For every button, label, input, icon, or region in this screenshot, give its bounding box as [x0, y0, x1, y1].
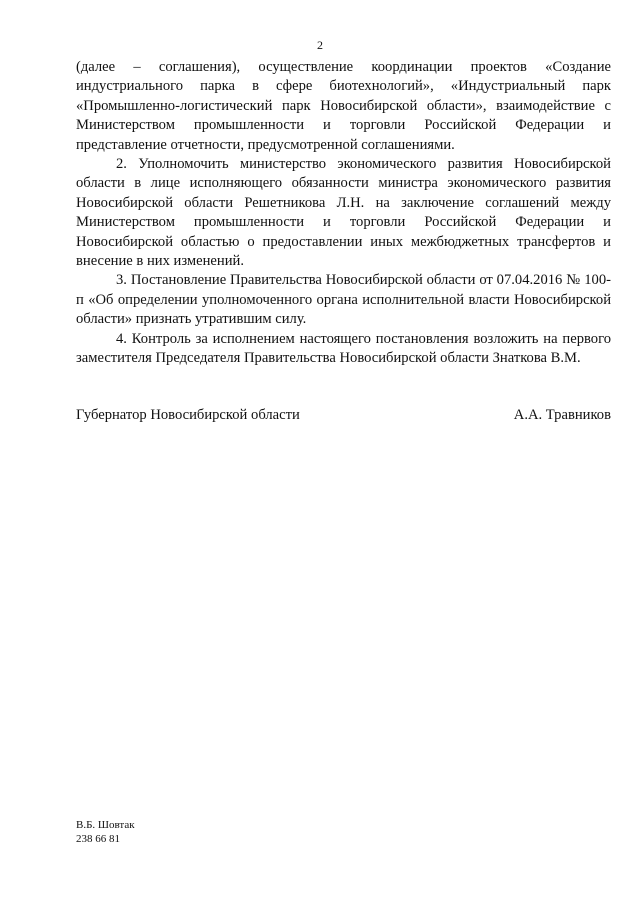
- paragraph-2: 2. Уполномочить министерство экономического развития Новосибирской области в лице исполняющего обязанности министра экономического развития Новосибирской области Решетникова Л.Н. на заключение соглашений между Министерством промышленности и торговли Российской Федерации и Новосибирской областью о предоставлении иных межбюджетных трансфертов и внесение в них изменений.: [76, 156, 611, 270]
- paragraph-continuation: (далее – соглашения), осуществление координации проектов «Создание индустриального парка в сфере биотехнологий», «Индустриальный парк «Промышленно-логистический парк Новосибирской области», взаимодействие с Министерством промышленности и торговли Российской Федерации и представление отчетности, предусмотренной соглашениями.: [76, 59, 611, 153]
- signatory-position: Губернатор Новосибирской области: [76, 407, 300, 423]
- signatory-name: А.А. Травников: [513, 407, 611, 423]
- page-number: 2: [317, 38, 323, 52]
- document-body: [76, 58, 611, 369]
- paragraph-3: 3. Постановление Правительства Новосибирской области от 07.04.2016 № 100-п «Об определении уполномоченного органа исполнительной власти Новосибирской области» признать утратившим силу.: [76, 272, 611, 328]
- paragraph-4: 4. Контроль за исполнением настоящего постановления возложить на первого заместителя Председателя Правительства Новосибирской области Знаткова В.М.: [76, 330, 611, 367]
- executor-name: В.Б. Шовтак: [76, 819, 135, 831]
- executor-block: [76, 818, 135, 846]
- executor-phone: 238 66 81: [76, 833, 120, 845]
